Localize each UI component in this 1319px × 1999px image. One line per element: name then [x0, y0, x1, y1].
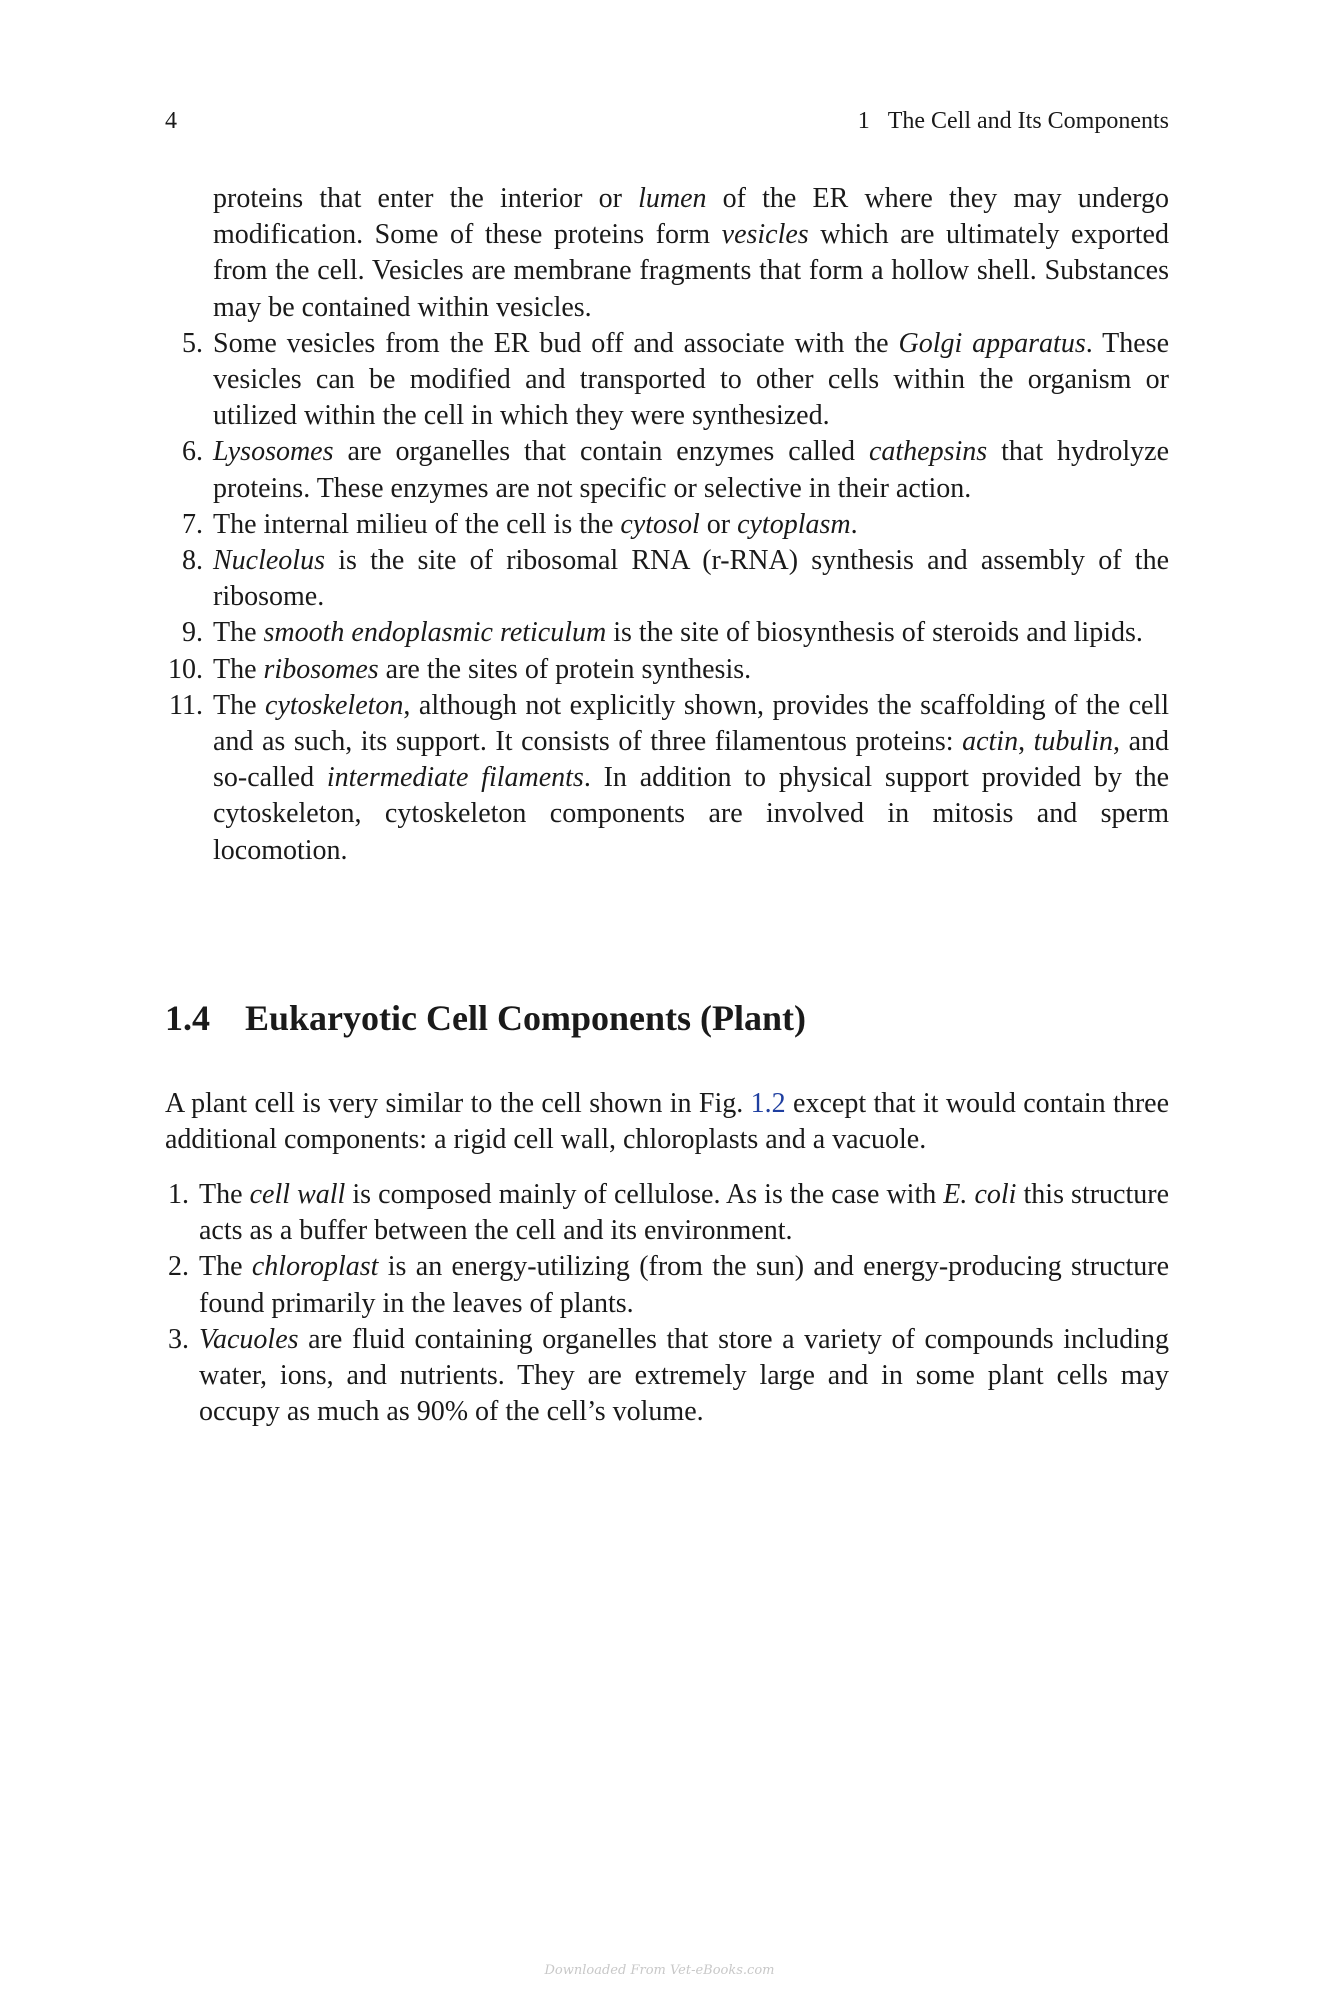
- plant-component-list: [168, 1177, 1169, 1430]
- intro-paragraph: [165, 1086, 1169, 1158]
- section-number: 1.4: [165, 998, 210, 1038]
- chapter-title: The Cell and Its Components: [887, 108, 1169, 134]
- list-item-number: 7.: [182, 508, 203, 540]
- list-item-number: 10.: [168, 653, 203, 685]
- list-item-text: Lysosomes are organelles that contain enzymes called cathepsins that hydrolyze proteins. These enzymes are not specific or selective in their action.: [213, 436, 1169, 504]
- watermark: Downloaded From Vet-eBooks.com: [544, 1963, 775, 1978]
- running-head: [858, 104, 1169, 138]
- list-item: [168, 1249, 1169, 1321]
- organelle-list: [168, 181, 1170, 869]
- list-item-text: The chloroplast is an energy-utilizing (from the sun) and energy-producing structure found primarily in the leaves of plants.: [199, 1251, 1169, 1319]
- intro-text-after: except that it would contain three additional components: a rigid cell wall, chloroplasts and a vacuole.: [165, 1088, 1170, 1156]
- list-item-text: The internal milieu of the cell is the cytosol or cytoplasm.: [213, 508, 858, 540]
- list-item: [182, 326, 1169, 435]
- list-item-text: The ribosomes are the sites of protein synthesis.: [213, 653, 752, 685]
- intro-text-before: A plant cell is very similar to the cell shown in Fig.: [165, 1088, 751, 1119]
- list-item-text: The cytoskeleton, although not explicitly shown, provides the scaffolding of the cell and as such, its support. It consists of three filamentous proteins: actin, tubulin, and so-called intermediate filaments. In addition to physical support provided by the cytoskeleton, cytoskeleton components are involved in mitosis and sperm locomotion.: [213, 689, 1170, 866]
- list-item-text: The cell wall is composed mainly of cellulose. As is the case with E. coli this structure acts as a buffer between the cell and its environment.: [199, 1179, 1169, 1247]
- list-item-number: 8.: [182, 545, 203, 577]
- list-item: [169, 688, 1170, 869]
- list-item-text: Nucleolus is the site of ribosomal RNA (r-RNA) synthesis and assembly of the ribosome.: [213, 545, 1169, 613]
- chapter-number: 1: [857, 108, 870, 134]
- list-item: [182, 434, 1169, 506]
- section-heading: [165, 996, 1169, 1040]
- list-item-number: 11.: [169, 689, 203, 721]
- list-item: [182, 615, 1169, 651]
- list-item-number: 6.: [182, 436, 203, 468]
- list-item: [182, 507, 1169, 543]
- list-item-text: The smooth endoplasmic reticulum is the site of biosynthesis of steroids and lipids.: [213, 617, 1143, 649]
- list-item-number: 9.: [182, 617, 203, 649]
- list-item: [182, 543, 1169, 615]
- list-item: [168, 652, 1169, 688]
- section-title: Eukaryotic Cell Components (Plant): [245, 998, 806, 1038]
- list-item-number: 3.: [168, 1323, 189, 1355]
- page-number: 4: [165, 108, 177, 134]
- list-item: [168, 1177, 1169, 1249]
- list-item-number: 5.: [182, 327, 203, 359]
- list-item-number: 2.: [168, 1251, 189, 1283]
- list-item-number: 1.: [168, 1179, 189, 1210]
- figure-reference-link[interactable]: 1.2: [750, 1088, 786, 1119]
- list-item-text: Vacuoles are fluid containing organelles that store a variety of compounds including water, ions, and nutrients. They are extremely large and in some plant cells may occupy as much as 90% of the cell’s volume.: [199, 1323, 1169, 1428]
- page-header: [165, 104, 1169, 138]
- list-item: [168, 1322, 1169, 1431]
- organelle-list-items: [168, 326, 1170, 869]
- list-item-continuation: proteins that enter the interior or lumen of the ER where they may undergo modification. Some of these proteins form vesicles which are ultimately exported from the cell. Vesicles are membrane fragments that form a hollow shell. Substances may be contained within vesicles.: [213, 183, 1169, 323]
- list-item-text: Some vesicles from the ER bud off and associate with the Golgi apparatus. These vesicles can be modified and transported to other cells within the organism or utilized within the cell in which they were synthesized.: [213, 327, 1169, 432]
